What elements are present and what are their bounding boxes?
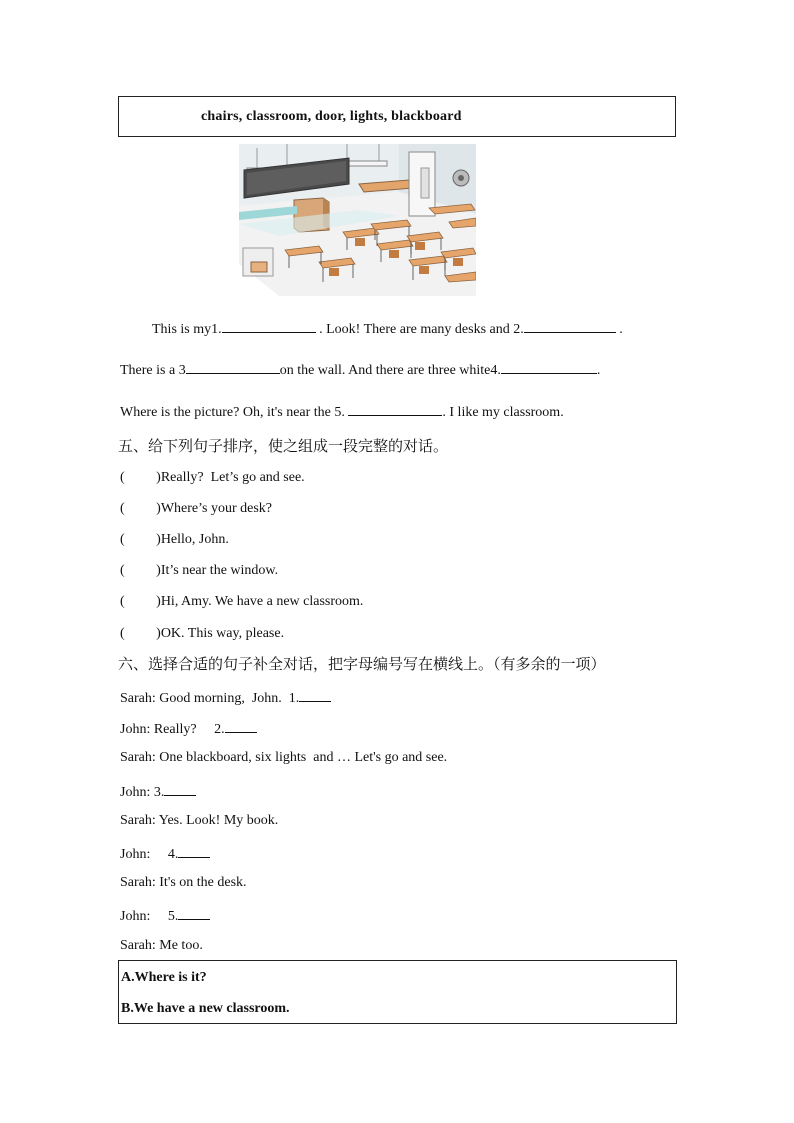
dialogue-line bbox=[120, 749, 447, 767]
passage-text: . bbox=[615, 322, 623, 337]
dialogue-text: Sarah: Good morning, John. 1. bbox=[120, 691, 300, 706]
dialogue-line bbox=[120, 687, 331, 708]
answer-blank-2[interactable] bbox=[524, 318, 616, 333]
passage-text: There is a 3 bbox=[120, 363, 186, 378]
answer-blank-4[interactable] bbox=[501, 359, 597, 374]
passage-text: . Look! There are many desks and 2. bbox=[315, 322, 524, 337]
passage-text: on the wall. And there are three white4. bbox=[279, 363, 501, 378]
ordering-item[interactable]: ( )Where’s your desk? bbox=[120, 501, 273, 516]
passage-line-3 bbox=[120, 401, 564, 422]
dialogue-line bbox=[120, 843, 210, 864]
ordering-item[interactable]: ( )Really? Let’s go and see. bbox=[120, 470, 305, 485]
dialogue-blank-1[interactable] bbox=[299, 687, 331, 702]
options-box bbox=[118, 960, 677, 1024]
dialogue-text: Sarah: Yes. Look! My book. bbox=[120, 813, 279, 828]
dialogue-text: John: 3. bbox=[120, 785, 165, 800]
dialogue-line bbox=[120, 874, 247, 892]
dialogue-text: John: 5. bbox=[120, 909, 179, 924]
word-bank-text: chairs, classroom, door, lights, blackboard bbox=[201, 109, 462, 124]
dialogue-text: John: 4. bbox=[120, 847, 179, 862]
ordering-item[interactable]: ( )Hi, Amy. We have a new classroom. bbox=[120, 594, 364, 609]
dialogue-text: John: Really? 2. bbox=[120, 722, 225, 737]
passage-text: Where is the picture? Oh, it's near the 5. bbox=[120, 405, 349, 420]
dialogue-blank-2[interactable] bbox=[225, 718, 257, 733]
passage-text: . bbox=[596, 363, 601, 378]
answer-blank-3[interactable] bbox=[186, 359, 280, 374]
dialogue-line bbox=[120, 718, 257, 739]
dialogue-line bbox=[120, 937, 203, 955]
passage-line-1 bbox=[152, 318, 623, 339]
dialogue-text: Sarah: It's on the desk. bbox=[120, 875, 247, 890]
ordering-item[interactable]: ( )OK. This way, please. bbox=[120, 626, 285, 641]
passage-text: . I like my classroom. bbox=[442, 405, 564, 420]
dialogue-text: Sarah: One blackboard, six lights and … Let's go and see. bbox=[120, 750, 448, 765]
ordering-item[interactable]: ( )Hello, John. bbox=[120, 532, 229, 547]
passage-text: This is my1. bbox=[152, 322, 222, 337]
section-5-title: 五、给下列句子排序，使之组成一段完整的对话。 bbox=[118, 437, 449, 455]
word-bank-box bbox=[118, 96, 676, 137]
dialogue-blank-3[interactable] bbox=[164, 781, 196, 796]
answer-blank-1[interactable] bbox=[222, 318, 316, 333]
dialogue-line bbox=[120, 812, 278, 830]
option-b: B.We have a new classroom. bbox=[121, 1001, 290, 1016]
ordering-item[interactable]: ( )It’s near the window. bbox=[120, 563, 279, 578]
answer-blank-5[interactable] bbox=[348, 401, 442, 416]
classroom-illustration bbox=[239, 144, 476, 296]
option-a: A.Where is it? bbox=[121, 970, 207, 985]
section-6-title: 六、选择合适的句子补全对话，把字母编号写在横线上。（有多余的一项） bbox=[118, 655, 606, 673]
passage-line-2 bbox=[120, 359, 600, 380]
dialogue-line bbox=[120, 781, 196, 802]
dialogue-line bbox=[120, 905, 210, 926]
dialogue-blank-5[interactable] bbox=[178, 905, 210, 920]
dialogue-blank-4[interactable] bbox=[178, 843, 210, 858]
dialogue-text: Sarah: Me too. bbox=[120, 938, 203, 953]
